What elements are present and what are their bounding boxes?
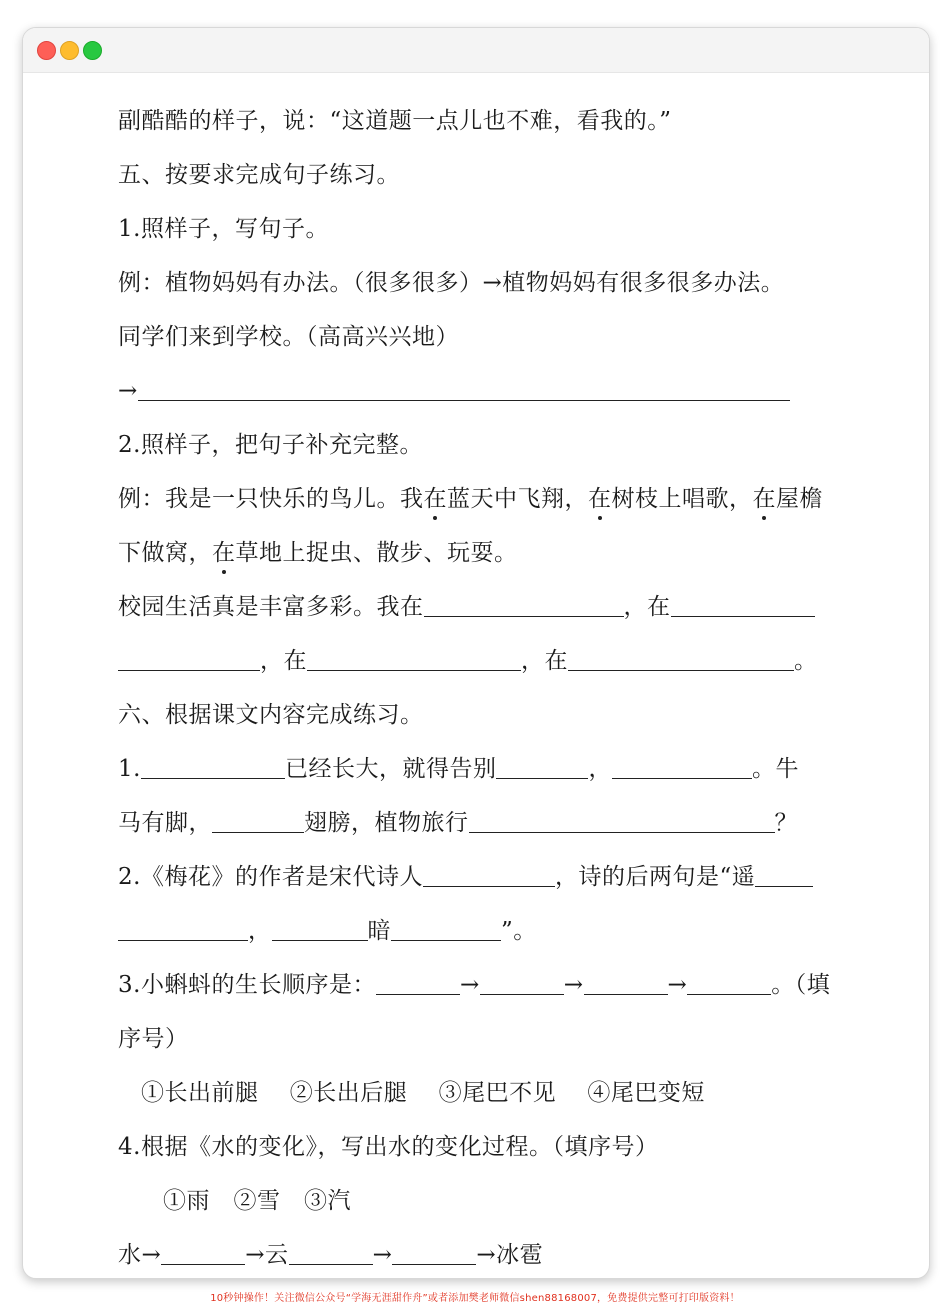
emphasis-char: 在 [753, 482, 777, 516]
answer-blank[interactable] [161, 1240, 245, 1265]
answer-blank[interactable] [118, 916, 248, 941]
text-segment: 水→ [118, 1242, 162, 1268]
text-segment: →冰雹 [476, 1242, 544, 1268]
text-segment: 。（填 [771, 972, 831, 998]
text-segment: ，诗的后两句是“遥 [554, 864, 756, 890]
document-window [22, 27, 930, 1279]
emphasis-char: 在 [588, 482, 612, 516]
arrow: → [118, 378, 138, 404]
example-line-continued [118, 536, 518, 570]
answer-blank[interactable] [118, 646, 260, 671]
answer-blank[interactable] [469, 808, 775, 833]
text-segment: ， [588, 756, 612, 782]
answer-blank[interactable] [138, 376, 790, 401]
text-segment: 下做窝， [118, 540, 212, 566]
fill-in-line [118, 860, 813, 894]
answer-blank[interactable] [584, 970, 668, 995]
arrow: → [563, 972, 584, 998]
example-line: 例：植物妈妈有办法。（很多很多）→植物妈妈有很多很多办法。 [118, 270, 785, 296]
answer-blank[interactable] [423, 862, 555, 887]
options-line: ①雨 ②雪 ③汽 [163, 1188, 351, 1214]
text-segment: ， [248, 918, 272, 944]
answer-blank[interactable] [212, 808, 304, 833]
text-segment: →云 [245, 1242, 289, 1268]
question-4-heading: 4.根据《水的变化》，写出水的变化过程。（填序号） [118, 1134, 659, 1160]
answer-blank[interactable] [391, 916, 501, 941]
section-five-heading: 五、按要求完成句子练习。 [118, 162, 400, 188]
text-segment: 2.《梅花》的作者是宋代诗人 [118, 864, 423, 890]
text-line: 副酷酷的样子，说：“这道题一点儿也不难，看我的。” [118, 108, 672, 134]
text-segment: 例：我是一只快乐的鸟儿。我 [118, 486, 424, 512]
answer-blank[interactable] [376, 970, 460, 995]
answer-blank[interactable] [307, 646, 521, 671]
text-segment: ”。 [501, 918, 537, 944]
answer-blank[interactable] [671, 592, 815, 617]
answer-blank[interactable] [755, 862, 813, 887]
text-segment: ，在 [260, 648, 307, 674]
answer-blank[interactable] [568, 646, 794, 671]
text-segment: 马有脚， [118, 810, 212, 836]
text-segment: ？ [774, 810, 798, 836]
worksheet-content [23, 28, 929, 1278]
answer-blank[interactable] [289, 1240, 373, 1265]
fill-in-line [118, 644, 818, 678]
answer-blank[interactable] [272, 916, 368, 941]
arrow: → [667, 972, 688, 998]
answer-blank[interactable] [612, 754, 752, 779]
answer-blank[interactable] [424, 592, 624, 617]
answer-blank[interactable] [392, 1240, 476, 1265]
fill-in-line [118, 806, 798, 840]
answer-blank[interactable] [480, 970, 564, 995]
text-segment: ，在 [521, 648, 568, 674]
text-segment: 屋檐 [776, 486, 823, 512]
emphasis-char: 在 [424, 482, 448, 516]
example-line [118, 482, 823, 516]
text-segment: 。 [794, 648, 818, 674]
answer-blank[interactable] [687, 970, 771, 995]
fill-in-line [118, 914, 537, 948]
section-six-heading: 六、根据课文内容完成练习。 [118, 702, 424, 728]
text-segment: 蓝天中飞翔， [447, 486, 588, 512]
text-segment: 1. [118, 756, 141, 782]
answer-line [118, 374, 790, 408]
arrow: → [372, 1242, 393, 1268]
options-line: ①长出前腿 ②长出后腿 ③尾巴不见 ④尾巴变短 [141, 1080, 705, 1106]
text-segment: 草地上捉虫、散步、玩耍。 [235, 540, 518, 566]
text-segment: 3.小蝌蚪的生长顺序是： [118, 972, 376, 998]
fill-in-line [118, 752, 799, 786]
question-1-heading: 1.照样子，写句子。 [118, 216, 329, 242]
text-segment: 。牛 [751, 756, 799, 782]
text-segment: 暗 [367, 918, 391, 944]
arrow: → [459, 972, 480, 998]
text-line: 序号） [118, 1026, 189, 1052]
answer-blank[interactable] [496, 754, 588, 779]
footer-notice: 10秒钟操作！关注微信公众号“学海无涯甜作舟”或者添加樊老师微信shen88168007，免费提供完整可打印版资料！ [210, 1293, 740, 1304]
text-segment: ，在 [623, 594, 671, 620]
text-segment: 校园生活真是丰富多彩。我在 [118, 594, 424, 620]
answer-blank[interactable] [141, 754, 285, 779]
prompt-line: 同学们来到学校。（高高兴兴地） [118, 324, 459, 350]
text-segment: 已经长大，就得告别 [284, 756, 497, 782]
text-segment: 翅膀，植物旅行 [304, 810, 469, 836]
fill-in-line [118, 590, 815, 624]
fill-in-line [118, 968, 830, 1002]
emphasis-char: 在 [212, 536, 236, 570]
fill-in-line [118, 1238, 543, 1272]
text-segment: 树枝上唱歌， [611, 486, 753, 512]
question-2-heading: 2.照样子，把句子补充完整。 [118, 432, 423, 458]
